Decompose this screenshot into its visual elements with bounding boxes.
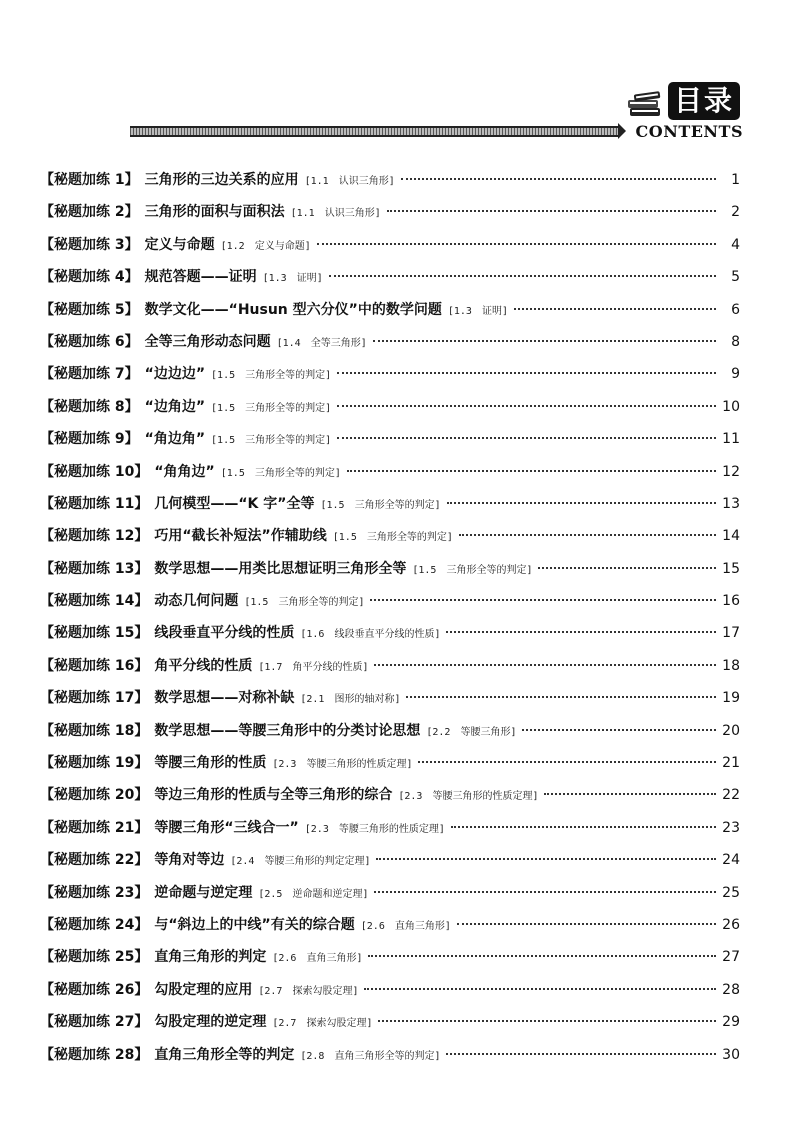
toc-entry-section: [1.5 三角形全等的判定] — [412, 564, 533, 576]
toc-entry-label: 【秘题加练 21】 — [40, 819, 149, 836]
toc-entry-leader — [418, 761, 716, 763]
toc-entry[interactable] — [40, 553, 740, 585]
toc-entry-label: 【秘题加练 5】 — [40, 301, 139, 318]
toc-entry-page: 9 — [731, 366, 740, 383]
toc-entry[interactable] — [40, 682, 740, 714]
toc-entry-label: 【秘题加练 19】 — [40, 755, 149, 772]
toc-entry-leader — [514, 308, 716, 310]
toc-entry-section: [1.6 线段垂直平分线的性质] — [300, 629, 441, 641]
toc-entry-label: 【秘题加练 20】 — [40, 787, 149, 804]
toc-entry[interactable] — [40, 941, 740, 973]
toc-entry-leader — [376, 858, 716, 860]
toc-entry-leader — [329, 275, 716, 277]
toc-entry[interactable] — [40, 423, 740, 455]
toc-entry[interactable] — [40, 909, 740, 941]
toc-entry[interactable] — [40, 261, 740, 293]
toc-entry-leader — [459, 534, 716, 536]
toc-entry-title: 等边三角形的性质与全等三角形的综合 — [154, 787, 393, 804]
toc-entry-leader — [544, 793, 716, 795]
toc-entry-label: 【秘题加练 3】 — [40, 236, 139, 253]
toc-entry-leader — [446, 1053, 716, 1055]
toc-entry-section: [1.3 证明] — [447, 305, 508, 317]
toc-entry-title: 勾股定理的逆定理 — [154, 1014, 267, 1031]
toc-entry-section: [1.5 三角形全等的判定] — [320, 499, 441, 511]
toc-entry-leader — [374, 891, 716, 893]
toc-entry-page: 1 — [731, 172, 740, 188]
toc-entry-label: 【秘题加练 24】 — [40, 916, 149, 933]
toc-entry-label: 【秘题加练 22】 — [40, 852, 149, 869]
toc-entry-page: 21 — [722, 755, 740, 772]
toc-entry-section: [1.5 三角形全等的判定] — [332, 532, 453, 544]
toc-entry-title: 数学文化——“Husun 型六分仪”中的数学问题 — [144, 301, 442, 318]
toc-entry-leader — [406, 696, 716, 698]
toc-entry-section: [2.3 等腰三角形的性质定理] — [398, 791, 539, 803]
toc-entry-title: “角边角” — [144, 431, 206, 448]
toc-entry-section: [1.5 三角形全等的判定] — [220, 467, 341, 479]
books-icon — [626, 90, 666, 118]
toc-entry-section: [1.5 三角形全等的判定] — [211, 370, 332, 382]
toc-entry[interactable] — [40, 585, 740, 617]
toc-entry-label: 【秘题加练 8】 — [40, 398, 139, 415]
toc-entry-label: 【秘题加练 23】 — [40, 884, 149, 901]
toc-entry-label: 【秘题加练 26】 — [40, 981, 149, 998]
toc-entry[interactable] — [40, 715, 740, 747]
toc-entry-title: 三角形的面积与面积法 — [144, 204, 285, 221]
toc-entry[interactable] — [40, 326, 740, 358]
toc-entry-page: 6 — [731, 301, 740, 318]
toc-entry-label: 【秘题加练 9】 — [40, 431, 139, 448]
toc-entry-label: 【秘题加练 4】 — [40, 269, 139, 286]
toc-entry[interactable] — [40, 488, 740, 520]
toc-entry-section: [1.3 证明] — [262, 273, 323, 285]
toc-entry-title: 与“斜边上的中线”有关的综合题 — [154, 916, 355, 933]
toc-entry-section: [1.5 三角形全等的判定] — [211, 402, 332, 414]
toc-entry[interactable] — [40, 164, 740, 196]
toc-entry-label: 【秘题加练 27】 — [40, 1014, 149, 1031]
toc-entry-title: 全等三角形动态问题 — [144, 333, 271, 350]
toc-entry-leader — [446, 631, 716, 633]
toc-entry-section: [2.3 等腰三角形的性质定理] — [272, 759, 413, 771]
toc-entry-leader — [317, 243, 716, 245]
table-of-contents — [40, 164, 740, 1071]
toc-entry-leader — [401, 178, 716, 180]
toc-entry-title: 三角形的三边关系的应用 — [144, 172, 299, 188]
toc-entry-label: 【秘题加练 16】 — [40, 657, 149, 674]
toc-entry[interactable] — [40, 974, 740, 1006]
toc-entry-section: [2.8 直角三角形全等的判定] — [300, 1050, 441, 1062]
toc-entry-page: 4 — [731, 236, 740, 253]
toc-entry-leader — [337, 437, 716, 439]
toc-entry-page: 16 — [722, 593, 740, 610]
page-header — [0, 0, 800, 150]
toc-entry-section: [2.5 逆命题和逆定理] — [258, 888, 369, 900]
toc-entry-page: 19 — [722, 690, 740, 707]
toc-entry-title: “边边边” — [144, 366, 206, 383]
toc-entry-title: “边角边” — [144, 398, 206, 415]
toc-entry-section: [2.3 等腰三角形的性质定理] — [304, 823, 445, 835]
toc-entry-title: 数学思想——用类比思想证明三角形全等 — [154, 560, 407, 577]
toc-entry-label: 【秘题加练 18】 — [40, 722, 149, 739]
toc-entry-page: 30 — [722, 1046, 740, 1063]
toc-entry[interactable] — [40, 812, 740, 844]
toc-entry-leader — [374, 664, 716, 666]
toc-entry[interactable] — [40, 747, 740, 779]
toc-entry-label: 【秘题加练 14】 — [40, 593, 149, 610]
toc-entry-page: 8 — [731, 333, 740, 350]
toc-entry-label: 【秘题加练 13】 — [40, 560, 149, 577]
toc-entry-page: 27 — [722, 949, 740, 966]
toc-entry[interactable] — [40, 456, 740, 488]
toc-entry[interactable] — [40, 520, 740, 552]
toc-entry-title: 定义与命题 — [144, 236, 215, 253]
toc-entry-page: 24 — [722, 852, 740, 869]
toc-entry-section: [1.4 全等三角形] — [276, 337, 367, 349]
toc-entry-leader — [373, 340, 716, 342]
toc-entry-page: 23 — [722, 819, 740, 836]
toc-entry-leader — [451, 826, 716, 828]
toc-entry[interactable] — [40, 391, 740, 423]
toc-entry-title: 勾股定理的应用 — [154, 981, 253, 998]
toc-entry-page: 5 — [731, 269, 740, 286]
toc-entry-section: [2.6 直角三角形] — [360, 920, 451, 932]
toc-entry[interactable] — [40, 650, 740, 682]
toc-entry-page: 2 — [731, 204, 740, 221]
header-rule — [130, 126, 618, 137]
toc-entry-section: [1.5 三角形全等的判定] — [244, 597, 365, 609]
toc-entry-leader — [337, 405, 716, 407]
toc-entry[interactable] — [40, 1006, 740, 1038]
toc-entry-label: 【秘题加练 2】 — [40, 204, 139, 221]
toc-entry-leader — [387, 210, 716, 212]
toc-entry-page: 22 — [722, 787, 740, 804]
toc-entry-title: 等腰三角形“三线合一” — [154, 819, 299, 836]
toc-entry-label: 【秘题加练 17】 — [40, 690, 149, 707]
toc-entry-label: 【秘题加练 1】 — [40, 172, 139, 188]
toc-entry-title: 直角三角形的判定 — [154, 949, 267, 966]
toc-entry-title: 等角对等边 — [154, 852, 225, 869]
toc-entry[interactable] — [40, 294, 740, 326]
toc-entry-title: 等腰三角形的性质 — [154, 755, 267, 772]
toc-entry-section: [1.2 定义与命题] — [220, 240, 311, 252]
toc-entry-page: 17 — [722, 625, 740, 642]
toc-entry-leader — [522, 729, 716, 731]
toc-entry-label: 【秘题加练 6】 — [40, 333, 139, 350]
toc-entry-title: “角角边” — [154, 463, 215, 480]
toc-entry[interactable] — [40, 877, 740, 909]
toc-entry-leader — [457, 923, 716, 925]
toc-entry-leader — [364, 988, 716, 990]
toc-entry-leader — [368, 955, 716, 957]
toc-entry-section: [2.7 探索勾股定理] — [272, 1018, 373, 1030]
toc-entry-title: 动态几何问题 — [154, 593, 239, 610]
toc-entry-section: [1.5 三角形全等的判定] — [211, 435, 332, 447]
toc-entry[interactable] — [40, 196, 740, 228]
toc-entry-section: [2.1 图形的轴对称] — [300, 694, 401, 706]
page-title: 目录 — [668, 82, 740, 120]
toc-entry-leader — [337, 372, 716, 374]
toc-entry-section: [2.7 探索勾股定理] — [258, 985, 359, 997]
toc-entry-label: 【秘题加练 15】 — [40, 625, 149, 642]
toc-entry-title: 逆命题与逆定理 — [154, 884, 253, 901]
toc-entry-section: [2.6 直角三角形] — [272, 953, 363, 965]
toc-entry-page: 15 — [722, 560, 740, 577]
toc-entry-leader — [447, 502, 716, 504]
toc-entry-label: 【秘题加练 28】 — [40, 1046, 149, 1063]
toc-entry-page: 18 — [722, 657, 740, 674]
toc-entry-section: [2.2 等腰三角形] — [426, 726, 517, 738]
toc-entry-section: [1.1 认识三角形] — [304, 176, 395, 187]
toc-entry-page: 12 — [722, 463, 740, 480]
toc-entry-title: 数学思想——对称补缺 — [154, 690, 295, 707]
page-subtitle: CONTENTS — [635, 122, 743, 141]
toc-entry-leader — [378, 1020, 716, 1022]
toc-entry-leader — [370, 599, 716, 601]
toc-entry-page: 26 — [722, 916, 740, 933]
toc-entry-page: 28 — [722, 981, 740, 998]
toc-entry-page: 10 — [722, 398, 740, 415]
toc-entry-section: [1.7 角平分线的性质] — [258, 661, 369, 673]
toc-entry-label: 【秘题加练 25】 — [40, 949, 149, 966]
toc-entry-section: [1.1 认识三角形] — [290, 208, 381, 220]
toc-entry[interactable] — [40, 844, 740, 876]
toc-entry[interactable] — [40, 779, 740, 811]
toc-entry-title: 数学思想——等腰三角形中的分类讨论思想 — [154, 722, 421, 739]
toc-entry-section: [2.4 等腰三角形的判定定理] — [230, 856, 371, 868]
toc-entry-label: 【秘题加练 10】 — [40, 463, 149, 480]
toc-entry[interactable] — [40, 358, 740, 390]
toc-entry-page: 29 — [722, 1014, 740, 1031]
toc-entry-page: 11 — [722, 431, 740, 448]
toc-entry-title: 规范答题——证明 — [144, 269, 257, 286]
toc-entry-title: 几何模型——“K 字”全等 — [154, 495, 315, 512]
toc-entry-title: 角平分线的性质 — [154, 657, 253, 674]
toc-entry-title: 巧用“截长补短法”作辅助线 — [154, 528, 327, 545]
toc-entry-label: 【秘题加练 7】 — [40, 366, 139, 383]
toc-entry[interactable] — [40, 617, 740, 649]
toc-entry-page: 13 — [722, 495, 740, 512]
toc-entry-page: 25 — [722, 884, 740, 901]
toc-entry-label: 【秘题加练 11】 — [40, 495, 149, 512]
toc-entry[interactable] — [40, 229, 740, 261]
toc-entry-leader — [538, 567, 716, 569]
toc-entry-title: 直角三角形全等的判定 — [154, 1046, 295, 1063]
toc-entry-title: 线段垂直平分线的性质 — [154, 625, 295, 642]
toc-entry-page: 20 — [722, 722, 740, 739]
toc-entry-label: 【秘题加练 12】 — [40, 528, 149, 545]
toc-entry[interactable] — [40, 1039, 740, 1071]
toc-entry-page: 14 — [722, 528, 740, 545]
toc-entry-leader — [347, 470, 716, 472]
